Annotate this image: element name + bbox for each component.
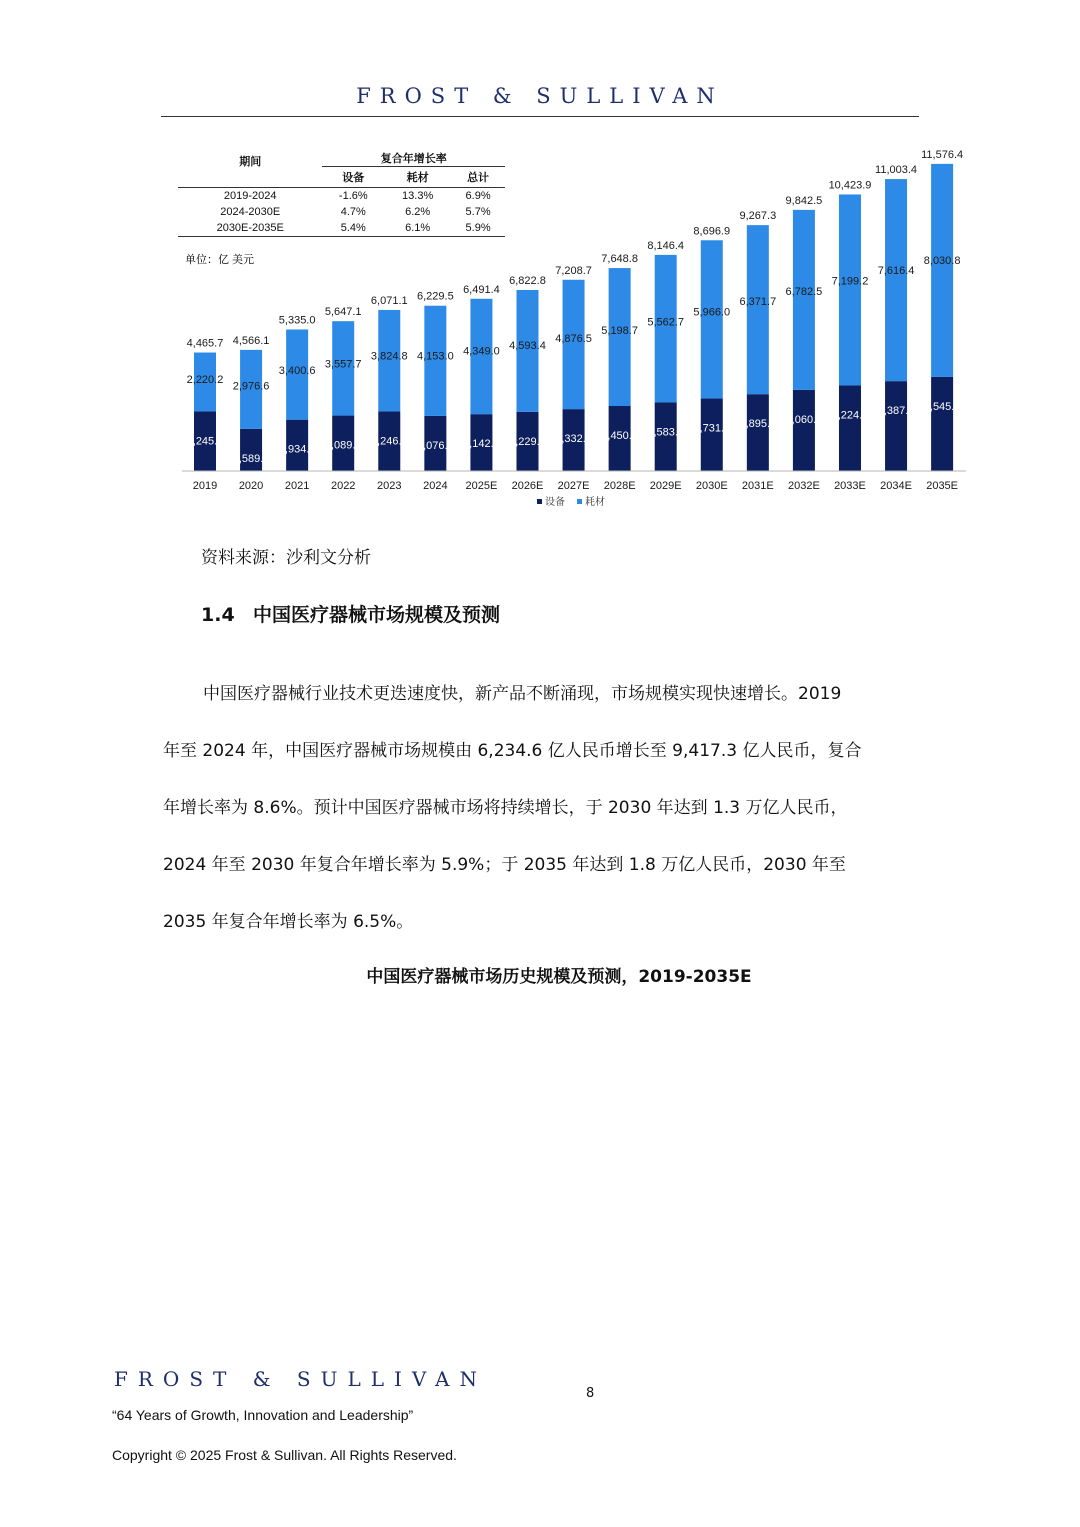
legend-label: 设备 <box>545 497 565 508</box>
label-equipment: 2,895.6 <box>739 418 777 431</box>
label-total: 11,576.4 <box>921 148 964 161</box>
legend-label: 耗材 <box>585 497 605 508</box>
label-equipment: 2,229.5 <box>509 435 546 448</box>
tick-label: 2023 <box>377 480 402 492</box>
label-total: 6,491.4 <box>463 283 500 296</box>
tick-label: 2019 <box>192 480 218 492</box>
label-equipment: 2,076.5 <box>416 439 454 452</box>
paragraph-line: 年增长率为 8.6%。预计中国医疗器械市场将持续增长，于 2030 年达到 1.3 万亿人民币， <box>163 798 848 818</box>
label-total: 11,003.4 <box>875 164 918 177</box>
cagr-cell: 5.4% <box>340 222 366 234</box>
cagr-cell: -1.6% <box>338 190 368 202</box>
legend <box>537 495 605 508</box>
label-total: 6,229.5 <box>416 290 454 303</box>
legend-swatch <box>577 499 582 504</box>
cagr-period-header: 期间 <box>239 156 262 168</box>
label-consumables: 4,876.5 <box>555 332 592 345</box>
label-total: 8,146.4 <box>647 239 685 252</box>
label-consumables: 3,557.7 <box>324 358 362 371</box>
label-equipment: 2,583.7 <box>647 426 685 439</box>
label-total: 10,423.9 <box>828 179 872 192</box>
label-total: 4,566.1 <box>232 334 270 347</box>
legend-swatch <box>537 499 542 504</box>
label-equipment: 3,387.0 <box>877 405 915 418</box>
label-consumables: 4,153.0 <box>416 350 454 363</box>
paragraph-line: 2024 年至 2030 年复合年增长率为 5.9%；于 2035 年达到 1.8 万亿人民币，2030 年至 <box>163 855 846 875</box>
cagr-cell: 13.3% <box>402 190 434 202</box>
bar-equipment <box>747 394 769 471</box>
label-equipment: 2,731.0 <box>693 422 731 435</box>
label-equipment: 2,450.1 <box>601 429 638 442</box>
label-equipment: 3,060.0 <box>785 413 823 426</box>
label-total: 7,208.7 <box>555 264 592 277</box>
label-consumables: 6,371.7 <box>739 296 777 309</box>
label-consumables: 5,562.7 <box>647 316 685 329</box>
cagr-cell: 6.9% <box>465 190 491 202</box>
bar-consumables <box>655 255 677 403</box>
section-number: 1.4 <box>201 604 235 626</box>
label-equipment: 3,545.6 <box>923 400 961 413</box>
tick-label: 2032E <box>788 480 820 492</box>
bar-consumables <box>701 240 723 398</box>
label-equipment: 1,589.4 <box>232 452 270 465</box>
bar-equipment <box>931 377 953 471</box>
next-chart-title: 中国医疗器械市场历史规模及预测，2019-2035E <box>366 967 752 987</box>
label-total: 9,267.3 <box>739 210 777 223</box>
label-consumables: 3,400.6 <box>278 365 316 378</box>
market-bar-chart <box>0 0 1080 520</box>
label-total: 6,071.1 <box>370 294 408 307</box>
cagr-row <box>178 188 505 205</box>
bar-consumables <box>747 225 769 394</box>
label-consumables: 5,198.7 <box>601 325 638 338</box>
unit-label: 单位：亿 美元 <box>185 254 255 266</box>
tick-label: 2025E <box>465 480 498 492</box>
footer-brand: FROST & SULLIVAN <box>114 1367 487 1391</box>
tick-label: 2026E <box>511 480 544 492</box>
tick-label: 2031E <box>741 480 774 492</box>
cagr-title: 复合年增长率 <box>322 150 505 167</box>
label-equipment: 3,224.6 <box>831 409 869 422</box>
cagr-cell: 5.9% <box>465 222 491 234</box>
bar-consumables <box>793 210 815 390</box>
tick-label: 2030E <box>695 480 728 492</box>
label-consumables: 2,220.2 <box>186 374 224 387</box>
tick-label: 2033E <box>834 480 866 492</box>
label-consumables: 5,966.0 <box>693 306 731 319</box>
cagr-cell: 5.7% <box>465 206 491 218</box>
label-consumables: 4,593.4 <box>509 339 546 352</box>
label-consumables: 4,349.0 <box>463 345 500 358</box>
label-consumables: 3,824.8 <box>370 350 408 363</box>
label-total: 8,696.9 <box>693 225 731 238</box>
bar-equipment <box>793 390 815 471</box>
footer-copyright: Copyright © 2025 Frost & Sullivan. All Rights Reserved. <box>112 1447 457 1463</box>
label-equipment: 2,245.4 <box>186 435 224 448</box>
cagr-col-consumables: 耗材 <box>406 172 429 184</box>
cagr-cell: 2024-2030E <box>220 206 281 218</box>
body-paragraph <box>163 666 919 951</box>
paragraph-line: 2035 年复合年增长率为 6.5%。 <box>163 912 414 932</box>
label-consumables: 8,030.8 <box>923 254 961 267</box>
cagr-col-total: 总计 <box>467 172 490 184</box>
tick-label: 2027E <box>557 480 590 492</box>
page-number: 8 <box>586 1386 595 1401</box>
label-consumables: 7,199.2 <box>831 275 869 288</box>
label-equipment: 1,934.5 <box>278 443 316 456</box>
label-equipment: 2,142.4 <box>463 438 500 451</box>
bar-consumables <box>931 164 953 377</box>
cagr-cell: 2019-2024 <box>223 190 277 202</box>
header-brand: FROST & SULLIVAN <box>356 84 724 108</box>
tick-label: 2034E <box>880 480 912 492</box>
bar-equipment <box>839 385 861 471</box>
label-total: 5,335.0 <box>278 314 316 327</box>
label-consumables: 7,616.4 <box>877 265 915 278</box>
tick-label: 2035E <box>926 480 959 492</box>
paragraph-line: 中国医疗器械行业技术更迭速度快，新产品不断涌现，市场规模实现快速增长。2019 <box>203 684 842 704</box>
label-consumables: 2,976.6 <box>232 380 270 393</box>
label-consumables: 6,782.5 <box>785 285 823 298</box>
cagr-table <box>178 150 505 237</box>
paragraph-line: 年至 2024 年，中国医疗器械市场规模由 6,234.6 亿人民币增长至 9,417.3 亿人民币，复合 <box>163 741 862 761</box>
footer-slogan: “64 Years of Growth, Innovation and Leadership” <box>112 1407 414 1423</box>
bar-consumables <box>885 179 907 381</box>
label-equipment: 2,246.3 <box>370 435 408 448</box>
label-total: 7,648.8 <box>601 253 638 266</box>
cagr-cell: 6.1% <box>405 222 431 234</box>
tick-label: 2021 <box>284 480 310 492</box>
label-equipment: 2,332.2 <box>555 433 592 446</box>
source-note: 资料来源：沙利文分析 <box>201 548 371 568</box>
cagr-cell: 6.2% <box>405 206 431 218</box>
bar-equipment <box>701 399 723 471</box>
label-equipment: 2,089.4 <box>324 439 362 452</box>
tick-label: 2029E <box>649 480 682 492</box>
tick-label: 2022 <box>330 480 356 492</box>
cagr-cell: 4.7% <box>340 206 366 218</box>
bar-equipment <box>885 381 907 471</box>
section-title: 中国医疗器械市场规模及预测 <box>253 604 501 626</box>
section-heading <box>201 600 500 627</box>
cagr-cell: 2030E-2035E <box>216 222 284 234</box>
label-total: 9,842.5 <box>785 194 823 207</box>
label-total: 4,465.7 <box>186 337 224 350</box>
tick-label: 2020 <box>238 480 264 492</box>
tick-label: 2024 <box>423 480 448 492</box>
label-total: 5,647.1 <box>324 306 362 319</box>
bar-consumables <box>839 194 861 385</box>
cagr-col-equipment: 设备 <box>342 172 365 184</box>
label-total: 6,822.8 <box>509 274 546 287</box>
cagr-row <box>178 220 505 237</box>
tick-label: 2028E <box>603 480 636 492</box>
cagr-row <box>178 204 505 220</box>
